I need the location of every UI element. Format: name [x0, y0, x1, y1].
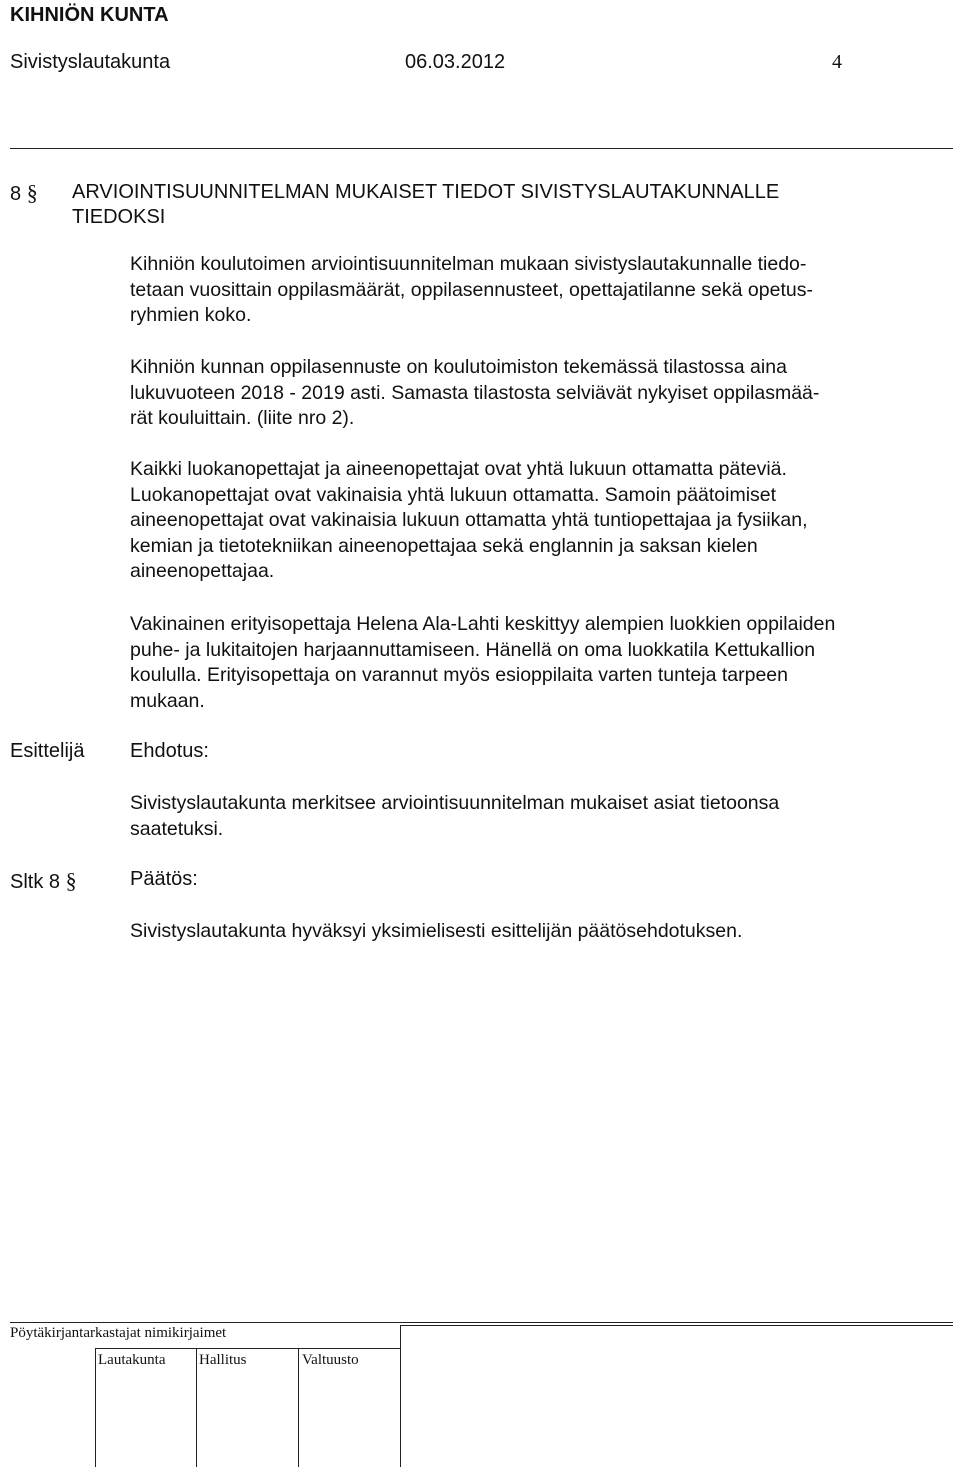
footer-col-3-left [298, 1348, 299, 1467]
footer-top-rule [10, 1322, 953, 1323]
footer-item-lautakunta: Lautakunta [98, 1352, 166, 1368]
decision-heading: Päätös: [130, 868, 198, 890]
section-mark: § [26, 180, 38, 205]
presenter-label: Esittelijä [10, 740, 85, 762]
paragraph-4: Vakinainen erityisopettaja Helena Ala-Lahti keskittyy alempien luokkien oppilaiden puhe- ja lukitaitojen harjaannuttamiseen. Hänellä on oma luokkatila Kettukallion koululla. Erityisopettaja on varannut myös esioppilaita varten tunteja tarpeen mukaan. [130, 613, 836, 712]
page-number: 4 [832, 51, 842, 73]
paragraph-1: Kihniön koulutoimen arviointisuunnitelman mukaan sivistyslautakunnalle tiedo- tetaan vuosittain oppilasmäärät, oppilasennusteet, opettajatilanne sekä opetus- ryhmien koko. [130, 253, 813, 326]
header-divider [10, 148, 953, 149]
proposal-heading: Ehdotus: [130, 740, 209, 762]
municipality-name: KIHNIÖN KUNTA [10, 4, 169, 26]
section-title: ARVIOINTISUUNNITELMAN MUKAISET TIEDOT SIVISTYSLAUTAKUNNALLE TIEDOKSI [72, 181, 780, 228]
paragraph-2: Kihniön kunnan oppilasennuste on koulutoimiston tekemässä tilastossa aina lukuvuoteen 2018 - 2019 asti. Samasta tilastosta selviävät nykyiset oppilasmää- rät kouluittain. (liite nro 2). [130, 356, 820, 429]
footer-item-valtuusto: Valtuusto [302, 1352, 359, 1368]
decision-text: Sivistyslautakunta hyväksyi yksimielisesti esittelijän päätösehdotuksen. [130, 920, 743, 942]
footer-items-rule [95, 1348, 400, 1349]
committee-name: Sivistyslautakunta [10, 51, 171, 73]
footer-item-hallitus: Hallitus [199, 1352, 247, 1368]
signature-box-left [400, 1325, 401, 1467]
meeting-date: 06.03.2012 [405, 51, 506, 73]
proposal-text: Sivistyslautakunta merkitsee arviointisuunnitelman mukaiset asiat tietoonsa saatetuksi. [130, 792, 780, 840]
decision-section-mark: § [65, 868, 77, 893]
footer-col-2-left [196, 1348, 197, 1467]
footer-title: Pöytäkirjantarkastajat nimikirjaimet [10, 1325, 227, 1341]
footer-inner-rule [400, 1325, 953, 1326]
section-number: 8 § [10, 180, 38, 205]
decision-label: Sltk 8 § [10, 868, 77, 893]
footer-col-1-left [95, 1348, 96, 1467]
paragraph-3: Kaikki luokanopettajat ja aineenopettajat ovat yhtä lukuun ottamatta päteviä. Luokanopettajat ovat vakinaisia yhtä lukuun ottamatta. Samoin päätoimiset aineenopettajat ovat vakinaisia lukuun ottamatta yhtä tuntiopettajaa ja fysiikan, kemian ja tietotekniikan aineenopettajaa sekä englannin ja saksan kielen aineenopettajaa. [130, 458, 808, 582]
